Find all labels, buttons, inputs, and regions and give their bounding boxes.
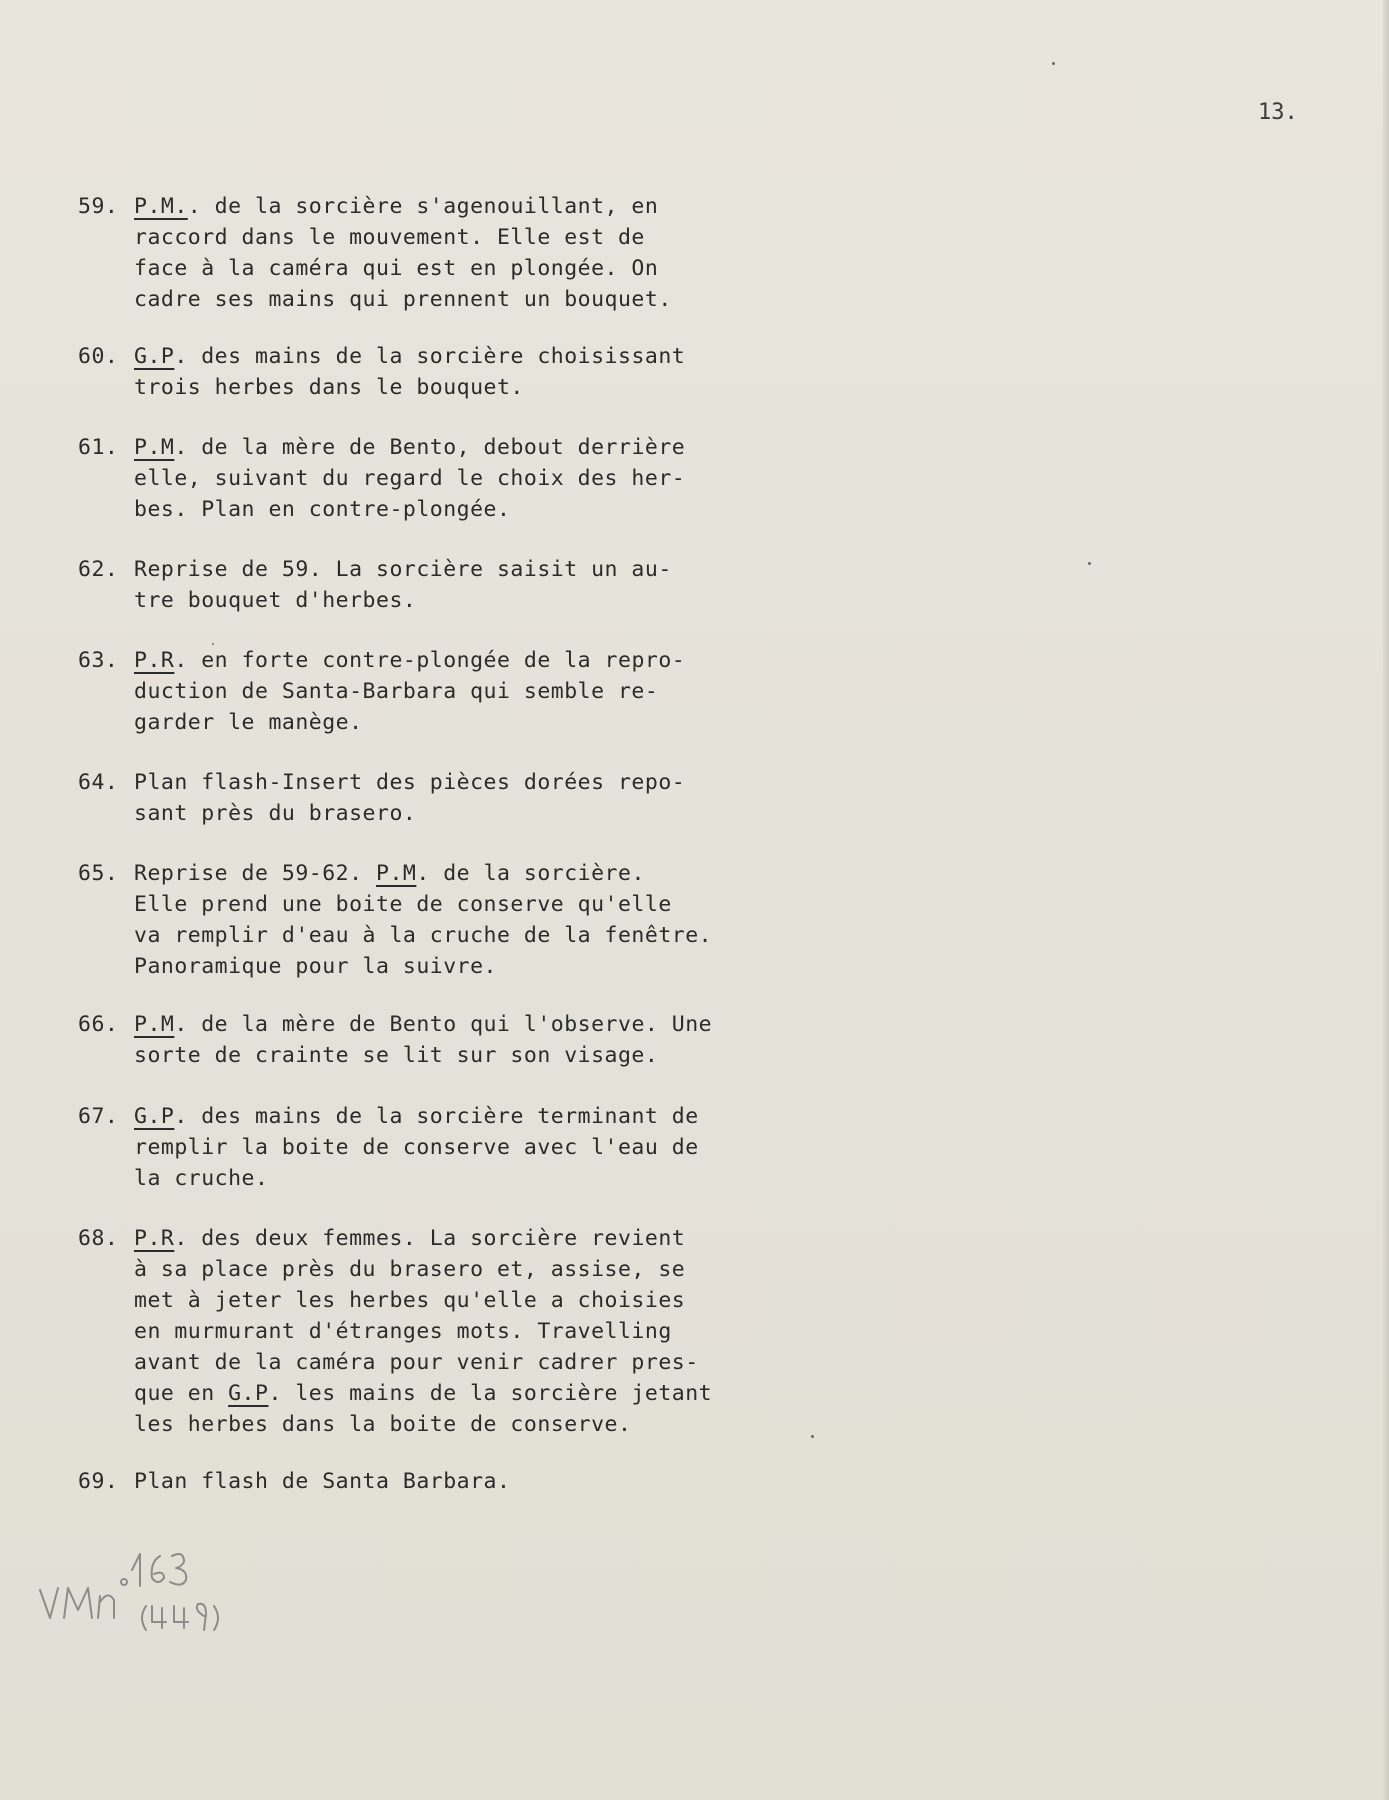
page-edge <box>1383 0 1389 1800</box>
shot-entry <box>78 1223 712 1440</box>
shot-entry <box>78 432 685 525</box>
shot-type-abbreviation: G.P <box>134 344 175 369</box>
shot-number: 66. <box>78 1012 119 1037</box>
shot-text-segment: que en <box>134 1381 229 1406</box>
shot-text-segment: . de la mère de Bento qui l'observe. Une <box>174 1012 713 1037</box>
shot-text-line <box>78 191 672 222</box>
shot-text-line <box>78 1466 510 1497</box>
shot-text-line <box>78 920 712 951</box>
paper-speck <box>811 1435 814 1438</box>
shot-text-line <box>78 1009 712 1040</box>
shot-entry <box>78 341 685 403</box>
shot-text-segment: Plan flash de Santa Barbara. <box>134 1469 511 1494</box>
paper-speck <box>212 643 214 645</box>
page-number: 13. <box>1258 100 1298 125</box>
paper-speck <box>1088 562 1091 565</box>
shot-text-line <box>78 676 685 707</box>
shot-text-line <box>78 858 712 889</box>
shot-text-segment: remplir la boite de conserve avec l'eau de <box>134 1135 699 1160</box>
shot-text-segment: . en forte contre-plongée de la repro- <box>174 648 686 673</box>
shot-text-line <box>78 432 685 463</box>
shot-text-segment: Plan flash-Insert des pièces dorées repo- <box>134 770 686 795</box>
shot-text-segment: tre bouquet d'herbes. <box>134 588 417 613</box>
shot-type-abbreviation: P.R <box>134 648 175 673</box>
shot-text-line <box>78 222 672 253</box>
shot-text-segment: Reprise de 59-62. <box>134 861 376 886</box>
shot-entry <box>78 1009 712 1071</box>
shot-text-line <box>78 1347 712 1378</box>
shot-text-line <box>78 1254 712 1285</box>
shot-text-line <box>78 253 672 284</box>
shot-text-line <box>78 1101 699 1132</box>
shot-entry <box>78 1466 510 1497</box>
shot-type-abbreviation: P.M. <box>134 194 188 219</box>
shot-text-segment: . de la mère de Bento, debout derrière <box>174 435 686 460</box>
shot-text-line <box>78 767 685 798</box>
shot-text-segment: avant de la caméra pour venir cadrer pres- <box>134 1350 699 1375</box>
shot-type-abbreviation: G.P <box>134 1104 175 1129</box>
shot-text-line <box>78 1316 712 1347</box>
shot-number: 65. <box>78 861 119 886</box>
shot-text-line <box>78 284 672 315</box>
shot-text-segment: Panoramique pour la suivre. <box>134 954 497 979</box>
shot-entry <box>78 1101 699 1194</box>
shot-text-segment: garder le manège. <box>134 710 363 735</box>
shot-type-abbreviation: G.P <box>228 1381 269 1406</box>
shot-text-line <box>78 1163 699 1194</box>
shot-text-segment: bes. Plan en contre-plongée. <box>134 497 511 522</box>
shot-entry <box>78 858 712 982</box>
shot-text-segment: met à jeter les herbes qu'elle a choisies <box>134 1288 686 1313</box>
shot-text-segment: trois herbes dans le bouquet. <box>134 375 524 400</box>
shot-text-line <box>78 1285 712 1316</box>
shot-text-line <box>78 951 712 982</box>
shot-text-segment: sorte de crainte se lit sur son visage. <box>134 1043 659 1068</box>
shot-text-line <box>78 707 685 738</box>
shot-text-segment: . de la sorcière. <box>416 861 645 886</box>
shot-text-segment: la cruche. <box>134 1166 269 1191</box>
shot-text-line <box>78 372 685 403</box>
shot-number: 59. <box>78 194 119 219</box>
shot-text-line <box>78 554 672 585</box>
shot-number: 61. <box>78 435 119 460</box>
shot-type-abbreviation: P.M <box>134 1012 175 1037</box>
shot-text-segment: va remplir d'eau à la cruche de la fenêtre. <box>134 923 713 948</box>
shot-text-line <box>78 463 685 494</box>
shot-text-segment: Elle prend une boite de conserve qu'elle <box>134 892 672 917</box>
shot-number: 63. <box>78 648 119 673</box>
shot-text-segment: . des mains de la sorcière choisissant <box>174 344 686 369</box>
shot-text-segment: elle, suivant du regard le choix des her- <box>134 466 686 491</box>
shot-number: 67. <box>78 1104 119 1129</box>
shot-text-segment: cadre ses mains qui prennent un bouquet. <box>134 287 672 312</box>
shot-text-line <box>78 889 712 920</box>
shot-text-segment: face à la caméra qui est en plongée. On <box>134 256 659 281</box>
shot-text-segment: raccord dans le mouvement. Elle est de <box>134 225 645 250</box>
shot-text-segment: Reprise de 59. La sorcière saisit un au- <box>134 557 672 582</box>
shot-number: 69. <box>78 1469 119 1494</box>
shot-text-line <box>78 494 685 525</box>
shot-text-line <box>78 585 672 616</box>
shot-text-segment: . des deux femmes. La sorcière revient <box>174 1226 686 1251</box>
shot-entry <box>78 554 672 616</box>
shot-text-segment: à sa place près du brasero et, assise, se <box>134 1257 686 1282</box>
shot-text-segment: . les mains de la sorcière jetant <box>268 1381 713 1406</box>
shot-text-line <box>78 1132 699 1163</box>
shot-entry <box>78 191 672 315</box>
shot-type-abbreviation: P.M <box>376 861 417 886</box>
shot-text-segment: en murmurant d'étranges mots. Travelling <box>134 1319 672 1344</box>
shot-text-segment: . de la sorcière s'agenouillant, en <box>187 194 659 219</box>
shot-text-segment: les herbes dans la boite de conserve. <box>134 1412 632 1437</box>
shot-text-line <box>78 341 685 372</box>
shot-text-line <box>78 645 685 676</box>
shot-text-line <box>78 1378 712 1409</box>
shot-text-segment: duction de Santa-Barbara qui semble re- <box>134 679 659 704</box>
shot-text-line <box>78 798 685 829</box>
archive-pencil-note <box>36 1530 236 1650</box>
shot-type-abbreviation: P.R <box>134 1226 175 1251</box>
shot-type-abbreviation: P.M <box>134 435 175 460</box>
shot-text-segment: . des mains de la sorcière terminant de <box>174 1104 699 1129</box>
shot-entry <box>78 767 685 829</box>
paper-speck <box>1052 62 1055 65</box>
shot-number: 64. <box>78 770 119 795</box>
shot-text-line <box>78 1040 712 1071</box>
shot-text-line <box>78 1223 712 1254</box>
shot-text-segment: sant près du brasero. <box>134 801 417 826</box>
shot-number: 68. <box>78 1226 119 1251</box>
shot-text-line <box>78 1409 712 1440</box>
shot-entry <box>78 645 685 738</box>
shot-number: 60. <box>78 344 119 369</box>
shot-number: 62. <box>78 557 119 582</box>
